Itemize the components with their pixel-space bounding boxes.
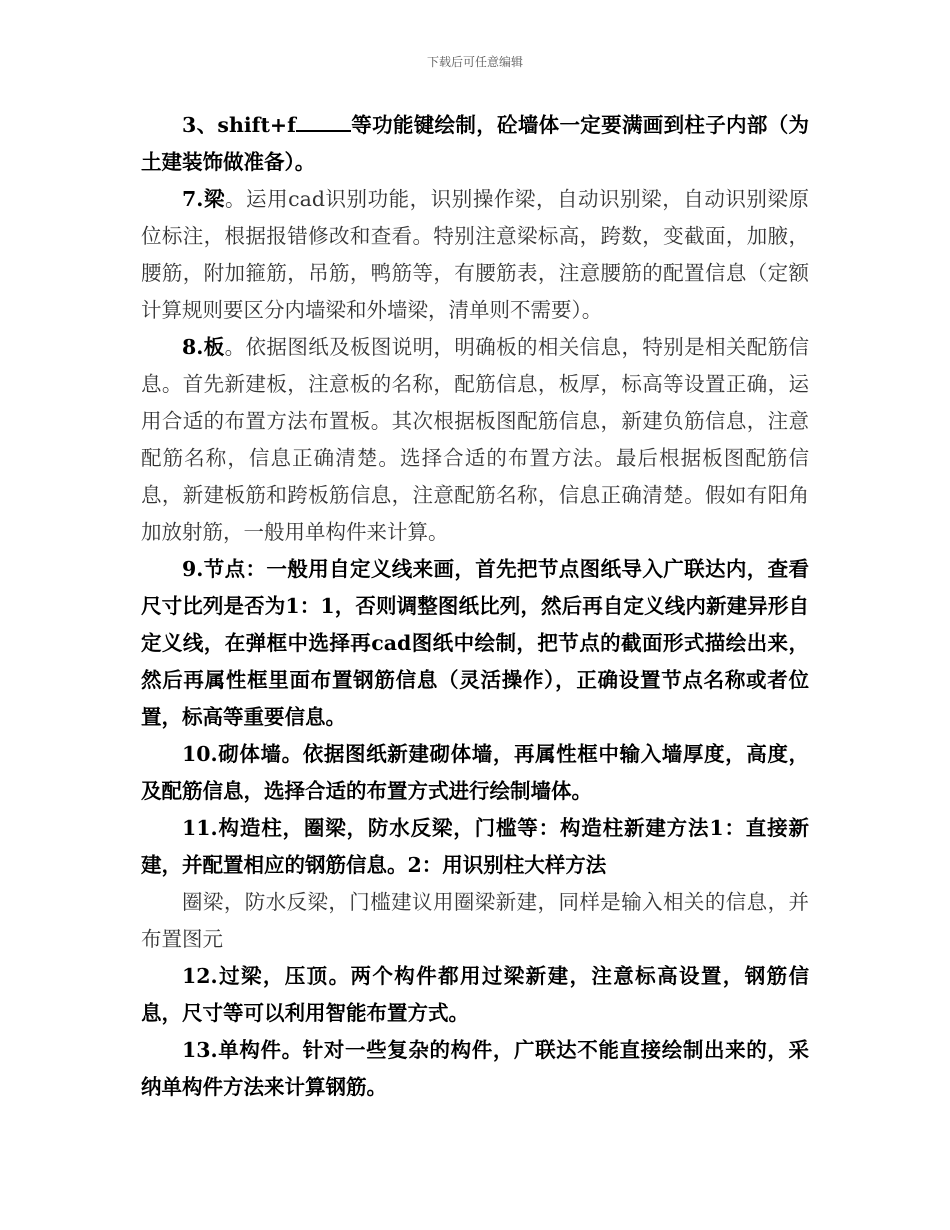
p8-body: 。依据图纸及板图说明，明确板的相关信息，特别是相关配筋信息。首先新建板，注意板的名称，配筋信息，板厚，标高等设置正确，运用合适的布置方法布置板。其次根据板图配筋信息，新建负筋信息，注意配筋名称，信息正确清楚。选择合适的布置方法。最后根据板图配筋信息，新建板筋和跨板筋信息，注意配筋名称，信息正确清楚。假如有阳角加放射筋，一般用单构件来计算。 [141,335,809,544]
paragraph-10: 10.砌体墙。依据图纸新建砌体墙，再属性框中输入墙厚度，高度，及配筋信息，选择合适的布置方式进行绘制墙体。 [141,742,809,803]
paragraph-13: 13.单构件。针对一些复杂的构件，广联达不能直接绘制出来的，采纳单构件方法来计算钢筋。 [141,1038,809,1099]
document-body [141,107,809,1106]
paragraph-11: 11.构造柱，圈梁，防水反梁，门槛等：构造柱新建方法1：直接新建，并配置相应的钢筋信息。2：用识别柱大样方法 [141,816,809,877]
paragraph-3 [141,107,809,181]
p8-heading: 8.板 [182,335,225,359]
page-header: 下载后可任意编辑 [426,55,523,69]
fill-blank [296,112,351,132]
paragraph-7 [141,181,809,329]
p3-start: 3、shift+f [182,113,296,137]
p7-body: 。运用cad识别功能，识别操作梁，自动识别梁，自动识别梁原位标注，根据报错修改和查看。特别注意梁标高，跨数，变截面，加腋，腰筋，附加箍筋，吊筋，鸭筋等，有腰筋表，注意腰筋的配置信息（定额计算规则要区分内墙梁和外墙梁，清单则不需要）。 [141,187,809,322]
paragraph-9: 9.节点：一般用自定义线来画，首先把节点图纸导入广联达内，查看尺寸比列是否为1：1，否则调整图纸比列，然后再自定义线内新建异形自定义线，在弹框中选择再cad图纸中绘制，把节点的截面形式描绘出来，然后再属性框里面布置钢筋信息（灵活操作），正确设置节点名称或者位置，标高等重要信息。 [141,557,809,729]
paragraph-12: 12.过梁，压顶。两个构件都用过梁新建，注意标高设置，钢筋信息，尺寸等可以利用智能布置方式。 [141,964,809,1025]
paragraph-11-continued: 圈梁，防水反梁，门槛建议用圈梁新建，同样是输入相关的信息，并布置图元 [141,890,809,951]
p7-heading: 7.梁 [182,187,225,211]
paragraph-8 [141,329,809,551]
p3-rest: 等功能键绘制，砼墙体一定要满画到柱子内部（为土建装饰做准备）。 [141,113,810,174]
